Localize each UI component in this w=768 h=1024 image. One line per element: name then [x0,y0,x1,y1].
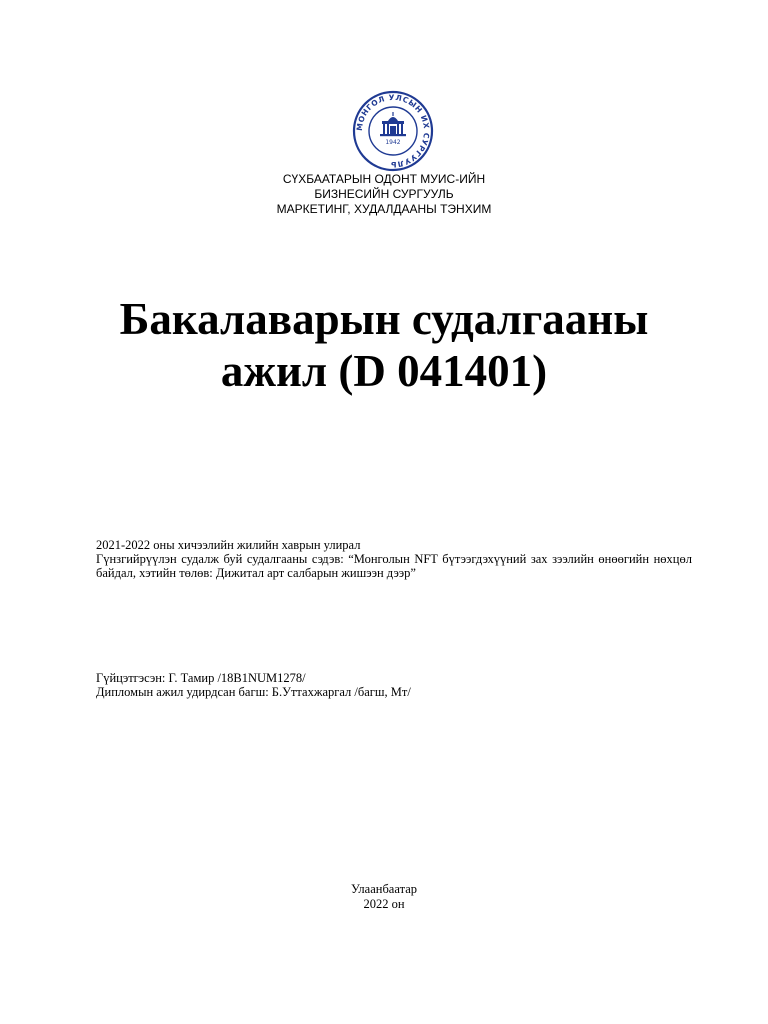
header-line-school: БИЗНЕСИЙН СУРГУУЛЬ [314,187,454,201]
research-topic-text: Гүнзгийрүүлэн судалж буй судалгааны сэдэв: “Монголын NFT бүтээгдэхүүний зах зээлийн өнөөгийн нөхцөл байдал, хэтийн төлөв: Дижитал арт салбарын жишээн дээр” [96,552,692,580]
student-text: Гүйцэтгэсэн: Г. Тамир /18B1NUM1278/ [96,671,306,685]
thesis-info [96,538,692,580]
authors-block [96,671,692,699]
document-title [0,293,768,397]
supervisor-text: Дипломын ажил удирдсан багш: Б.Уттахжаргал /багш, Mт/ [96,685,411,699]
place-date-footer [0,882,768,912]
university-seal-logo [352,90,434,172]
building-icon [380,112,406,136]
footer-city: Улаанбаатар [350,882,417,896]
seal-year: 1942 [385,139,401,146]
footer-year: 2022 он [363,897,405,911]
seal-ring-text: МОНГОЛ УЛСЫН ИХ СУРГУУЛЬ [354,92,432,170]
title-line-1: Бакалаварын судалгааны [119,294,649,344]
semester-text: 2021-2022 оны хичээлийн жилийн хаврын улирал [96,538,361,552]
header-line-university: СҮХБААТАРЫН ОДОНТ МУИС-ИЙН [282,172,486,186]
header-line-department: МАРКЕТИНГ, ХУДАЛДААНЫ ТЭНХИМ [276,202,492,216]
institution-header [0,172,768,217]
title-line-2: ажил (D 041401) [220,346,548,396]
